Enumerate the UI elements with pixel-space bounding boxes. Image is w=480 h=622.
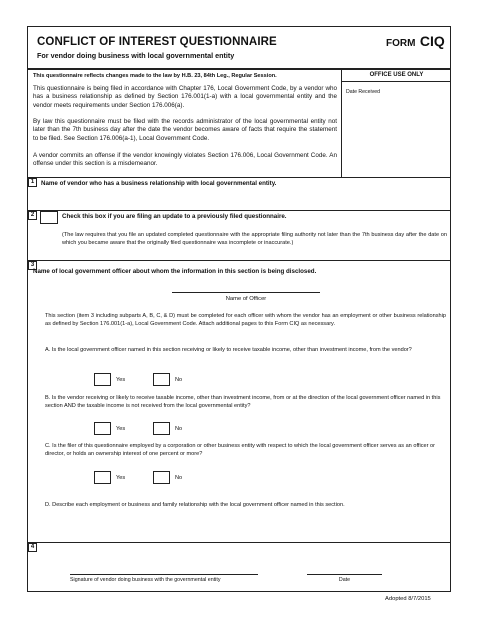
date-line[interactable]	[307, 574, 382, 575]
update-checkbox[interactable]	[40, 211, 58, 224]
header-divider	[27, 68, 451, 70]
section-3-number: 3	[28, 261, 37, 270]
office-use-divider	[341, 70, 342, 177]
date-received-label: Date Received	[346, 89, 381, 95]
question-c-yes-checkbox[interactable]	[94, 471, 111, 484]
section-2-number: 2	[28, 211, 37, 220]
section-2-top-rule	[27, 210, 451, 211]
question-d: D. Describe each employment or business and family relationship with the local government officer named in this section.	[45, 502, 345, 508]
section-3-label: Name of local government officer about whom the information in this section is being disclosed.	[33, 268, 317, 275]
form-code: CIQ	[419, 33, 445, 49]
section-4-top-rule	[27, 542, 451, 543]
question-c-no-checkbox[interactable]	[153, 471, 170, 484]
question-c-yes-label: Yes	[116, 475, 126, 481]
question-c-no-label: No	[175, 475, 183, 481]
question-b-no-label: No	[175, 426, 183, 432]
intro-para-1: This questionnaire is being filed in accordance with Chapter 176, Local Government Code, by a vendor who has a business relationship as defined by Section 176.001(1-a) with a local governmental entity and the vendor meets requirements under Section 176.006(a).	[33, 85, 337, 109]
section-2-note: (The law requires that you file an updated completed questionnaire with the appropriate filing authority not later than the 7th business day after the date on which you became aware that the originally filed questionnaire was incomplete or inaccurate.)	[62, 232, 447, 246]
question-a-yes-label: Yes	[116, 377, 126, 383]
question-b-yes-label: Yes	[116, 426, 126, 432]
section-1-number: 1	[28, 178, 37, 187]
form-subtitle: For vendor doing business with local governmental entity	[37, 51, 235, 60]
form-title: CONFLICT OF INTEREST QUESTIONNAIRE	[37, 36, 277, 48]
question-b-no-checkbox[interactable]	[153, 422, 170, 435]
section-1-top-rule	[27, 177, 451, 178]
section-3-instructions: This section (item 3 including subparts A, B, C, & D) must be completed for each officer with whom the vendor has an employment or other business relationship as defined by Section 176.001(1-a), Local Government Code. Attach additional pages to this Form CIQ as necessary.	[45, 313, 446, 327]
question-b: B. Is the vendor receiving or likely to receive taxable income, other than investment income, from or at the direction of the local government officer named in this section AND the taxable income is not received from the local governmental entity?	[45, 395, 441, 409]
officer-name-caption: Name of Officer	[225, 296, 267, 302]
question-c: C. Is the filer of this questionnaire employed by a corporation or other business entity with respect to which the local government officer serves as an officer or director, or holds an ownership interest of one percent or more?	[45, 443, 435, 457]
section-1-label: Name of vendor who has a business relationship with local governmental entity.	[41, 180, 277, 187]
question-b-yes-checkbox[interactable]	[94, 422, 111, 435]
adopted-date: Adopted 8/7/2015	[385, 596, 431, 602]
section-3-top-rule	[27, 260, 451, 261]
question-a-no-checkbox[interactable]	[153, 373, 170, 386]
date-caption: Date	[338, 577, 351, 583]
officer-name-line[interactable]	[172, 292, 320, 293]
section-4-number: 4	[28, 543, 37, 552]
form-prefix: FORM	[386, 38, 416, 49]
question-a-no-label: No	[175, 377, 183, 383]
section-2-label: Check this box if you are filing an update to a previously filed questionnaire.	[62, 213, 287, 220]
intro-para-3: A vendor commits an offense if the vendor knowingly violates Section 176.006, Local Government Code. An offense under this section is a misdemeanor.	[33, 152, 337, 168]
signature-caption: Signature of vendor doing business with the governmental entity	[70, 577, 221, 583]
office-use-rule	[341, 81, 451, 82]
question-a: A. Is the local government officer named in this section receiving or likely to receive taxable income, other than investment income, from the vendor?	[45, 347, 412, 353]
office-use-heading: OFFICE USE ONLY	[369, 72, 424, 78]
intro-notice: This questionnaire reflects changes made to the law by H.B. 23, 84th Leg., Regular Session.	[33, 73, 277, 79]
signature-line[interactable]	[70, 574, 258, 575]
question-a-yes-checkbox[interactable]	[94, 373, 111, 386]
intro-para-2: By law this questionnaire must be filed with the records administrator of the local governmental entity not later than the 7th business day after the date the vendor becomes aware of facts that require the statement to be filed. See Section 176.006(a-1), Local Government Code.	[33, 118, 337, 142]
form-code-label	[386, 33, 445, 51]
